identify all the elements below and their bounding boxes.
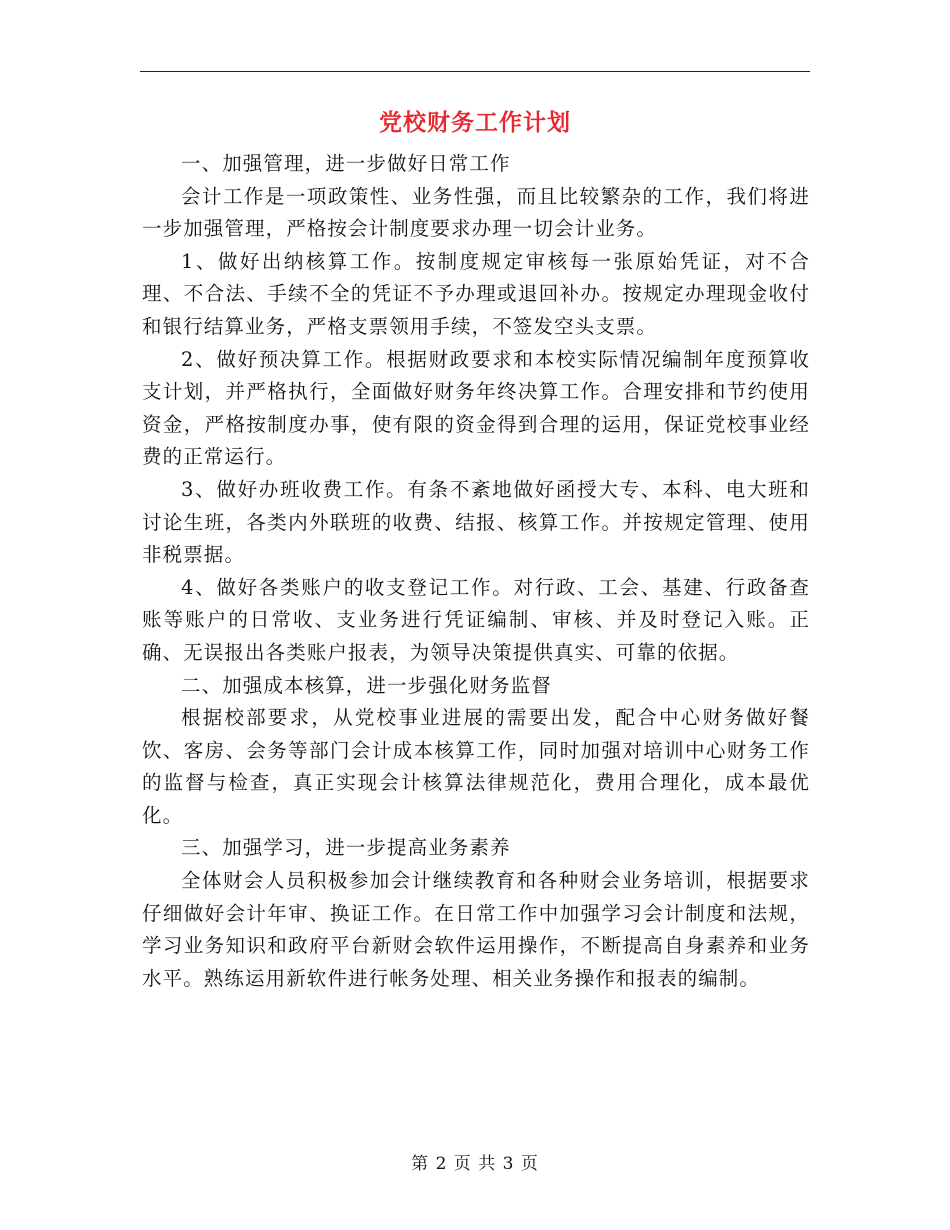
- paragraph-item-1: 1、做好出纳核算工作。按制度规定审核每一张原始凭证，对不合理、不合法、手续不全的凭证不予办理或退回补办。按规定办理现金收付和银行结算业务，严格支票领用手续，不签发空头支票。: [142, 249, 810, 338]
- paragraph-section-3: 全体财会人员积极参加会计继续教育和各种财会业务培训，根据要求仔细做好会计年审、换证工作。在日常工作中加强学习会计制度和法规，学习业务知识和政府平台新财会软件运用操作，不断提高自身素养和业务水平。熟练运用新软件进行帐务处理、相关业务操作和报表的编制。: [142, 869, 810, 990]
- header-rule: [140, 71, 810, 72]
- document-body: [142, 148, 810, 995]
- paragraph-item-4: 4、做好各类账户的收支登记工作。对行政、工会、基建、行政备查账等账户的日常收、支业务进行凭证编制、审核、并及时登记入账。正确、无误报出各类账户报表，为领导决策提供真实、可靠的依据。: [142, 575, 810, 664]
- paragraph-intro: 会计工作是一项政策性、业务性强，而且比较繁杂的工作，我们将进一步加强管理，严格按会计制度要求办理一切会计业务。: [142, 184, 810, 241]
- document-title: 党校财务工作计划: [379, 109, 571, 136]
- paragraph-section-2: 根据校部要求，从党校事业进展的需要出发，配合中心财务做好餐饮、客房、会务等部门会计成本核算工作，同时加强对培训中心财务工作的监督与检查，真正实现会计核算法律规范化，费用合理化，成本最优化。: [142, 706, 810, 827]
- section-heading-3: 三、加强学习，进一步提高业务素养: [181, 836, 511, 860]
- paragraph-item-2: 2、做好预决算工作。根据财政要求和本校实际情况编制年度预算收支计划，并严格执行，全面做好财务年终决算工作。合理安排和节约使用资金，严格按制度办事，使有限的资金得到合理的运用，保证党校事业经费的正常运行。: [142, 347, 810, 469]
- page-number: 第 2 页 共 3 页: [411, 1154, 539, 1174]
- paragraph-item-3: 3、做好办班收费工作。有条不紊地做好函授大专、本科、电大班和讨论生班，各类内外联班的收费、结报、核算工作。并按规定管理、使用非税票据。: [142, 477, 810, 567]
- section-heading-1: 一、加强管理，进一步做好日常工作: [181, 152, 511, 175]
- section-heading-2: 二、加强成本核算，进一步强化财务监督: [181, 673, 552, 697]
